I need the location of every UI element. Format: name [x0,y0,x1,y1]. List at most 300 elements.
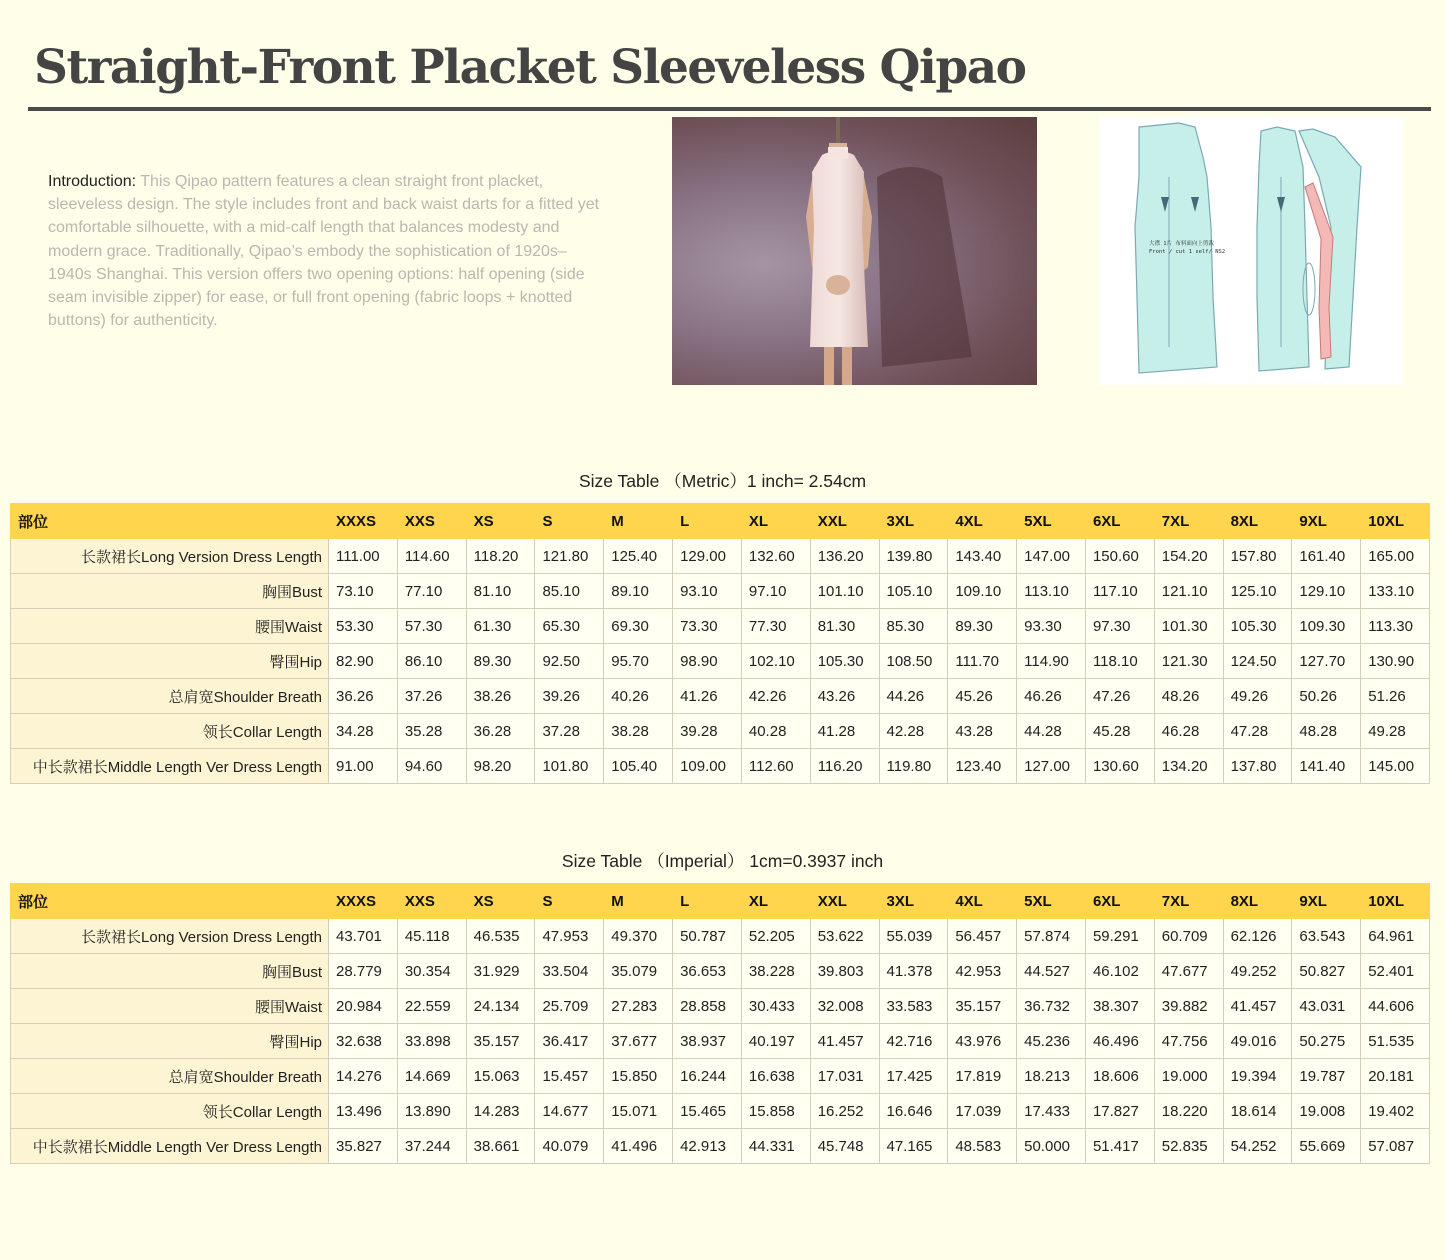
measurement-cell: 165.00 [1361,539,1430,574]
measurement-cell: 145.00 [1361,749,1430,784]
measurement-cell: 42.913 [673,1129,742,1164]
measurement-cell: 109.10 [948,574,1017,609]
measurement-cell: 35.157 [948,989,1017,1024]
measurement-cell: 43.701 [329,919,398,954]
measurement-cell: 51.535 [1361,1024,1430,1059]
measurement-cell: 150.60 [1085,539,1154,574]
measurement-cell: 47.165 [879,1129,948,1164]
measurement-cell: 39.882 [1154,989,1223,1024]
measurement-cell: 53.30 [329,609,398,644]
measurement-cell: 38.28 [604,714,673,749]
column-header-size: L [673,884,742,919]
measurement-cell: 47.953 [535,919,604,954]
measurement-cell: 50.787 [673,919,742,954]
column-header-size: M [604,884,673,919]
measurement-cell: 38.228 [741,954,810,989]
measurement-cell: 38.307 [1085,989,1154,1024]
measurement-cell: 42.26 [741,679,810,714]
measurement-cell: 141.40 [1292,749,1361,784]
measurement-cell: 93.30 [1017,609,1086,644]
measurement-cell: 14.677 [535,1094,604,1129]
measurement-cell: 125.10 [1223,574,1292,609]
measurement-cell: 102.10 [741,644,810,679]
measurement-cell: 112.60 [741,749,810,784]
measurement-cell: 38.26 [466,679,535,714]
column-header-size: 8XL [1223,504,1292,539]
measurement-cell: 94.60 [397,749,466,784]
measurement-cell: 81.30 [810,609,879,644]
measurement-cell: 17.819 [948,1059,1017,1094]
column-header-part: 部位 [11,884,329,919]
measurement-cell: 123.40 [948,749,1017,784]
row-label: 领长Collar Length [11,714,329,749]
sewing-pattern-diagram [1099,117,1403,385]
measurement-cell: 18.606 [1085,1059,1154,1094]
measurement-cell: 27.283 [604,989,673,1024]
measurement-cell: 36.26 [329,679,398,714]
measurement-cell: 38.661 [466,1129,535,1164]
measurement-cell: 36.28 [466,714,535,749]
row-label: 总肩宽Shoulder Breath [11,1059,329,1094]
measurement-cell: 13.890 [397,1094,466,1129]
measurement-cell: 57.087 [1361,1129,1430,1164]
measurement-cell: 35.28 [397,714,466,749]
measurement-cell: 46.496 [1085,1024,1154,1059]
measurement-cell: 44.28 [1017,714,1086,749]
measurement-cell: 24.134 [466,989,535,1024]
column-header-size: 10XL [1361,504,1430,539]
column-header-size: 7XL [1154,504,1223,539]
measurement-cell: 41.28 [810,714,879,749]
measurement-cell: 42.28 [879,714,948,749]
measurement-cell: 41.496 [604,1129,673,1164]
measurement-cell: 55.669 [1292,1129,1361,1164]
measurement-cell: 15.850 [604,1059,673,1094]
measurement-cell: 19.000 [1154,1059,1223,1094]
dress-photo [672,117,1037,385]
column-header-size: M [604,504,673,539]
column-header-size: S [535,504,604,539]
measurement-cell: 37.26 [397,679,466,714]
measurement-cell: 114.60 [397,539,466,574]
row-label: 中长款裙长Middle Length Ver Dress Length [11,749,329,784]
metric-table-caption: Size Table （Metric）1 inch= 2.54cm [578,471,867,491]
measurement-cell: 55.039 [879,919,948,954]
row-label: 中长款裙长Middle Length Ver Dress Length [11,1129,329,1164]
measurement-cell: 109.30 [1292,609,1361,644]
measurement-cell: 19.008 [1292,1094,1361,1129]
measurement-cell: 57.874 [1017,919,1086,954]
measurement-cell: 42.953 [948,954,1017,989]
measurement-cell: 36.417 [535,1024,604,1059]
measurement-cell: 121.30 [1154,644,1223,679]
measurement-cell: 36.732 [1017,989,1086,1024]
measurement-cell: 40.26 [604,679,673,714]
column-header-size: 6XL [1085,884,1154,919]
table-row [11,749,1430,784]
measurement-cell: 18.220 [1154,1094,1223,1129]
table-row [11,919,1430,954]
table-row [11,1094,1430,1129]
measurement-cell: 98.90 [673,644,742,679]
measurement-cell: 44.26 [879,679,948,714]
measurement-cell: 30.354 [397,954,466,989]
measurement-cell: 19.402 [1361,1094,1430,1129]
measurement-cell: 89.10 [604,574,673,609]
measurement-cell: 125.40 [604,539,673,574]
measurement-cell: 40.079 [535,1129,604,1164]
measurement-cell: 57.30 [397,609,466,644]
measurement-cell: 93.10 [673,574,742,609]
measurement-cell: 41.26 [673,679,742,714]
column-header-size: 8XL [1223,884,1292,919]
measurement-cell: 116.20 [810,749,879,784]
table-row [11,714,1430,749]
measurement-cell: 33.898 [397,1024,466,1059]
measurement-cell: 17.433 [1017,1094,1086,1129]
measurement-cell: 119.80 [879,749,948,784]
row-label: 胸围Bust [11,954,329,989]
measurement-cell: 16.646 [879,1094,948,1129]
column-header-size: 6XL [1085,504,1154,539]
imperial-size-table [10,883,1430,1164]
measurement-cell: 105.10 [879,574,948,609]
measurement-cell: 51.26 [1361,679,1430,714]
measurement-cell: 35.157 [466,1024,535,1059]
table-row [11,644,1430,679]
measurement-cell: 20.984 [329,989,398,1024]
measurement-cell: 39.28 [673,714,742,749]
table-row [11,539,1430,574]
column-header-size: XXXS [329,504,398,539]
measurement-cell: 30.433 [741,989,810,1024]
measurement-cell: 15.858 [741,1094,810,1129]
measurement-cell: 39.803 [810,954,879,989]
measurement-cell: 18.614 [1223,1094,1292,1129]
measurement-cell: 50.000 [1017,1129,1086,1164]
measurement-cell: 47.28 [1223,714,1292,749]
measurement-cell: 97.10 [741,574,810,609]
measurement-cell: 124.50 [1223,644,1292,679]
column-header-size: 5XL [1017,884,1086,919]
measurement-cell: 37.677 [604,1024,673,1059]
row-label: 总肩宽Shoulder Breath [11,679,329,714]
measurement-cell: 47.677 [1154,954,1223,989]
measurement-cell: 81.10 [466,574,535,609]
measurement-cell: 45.26 [948,679,1017,714]
measurement-cell: 56.457 [948,919,1017,954]
measurement-cell: 51.417 [1085,1129,1154,1164]
measurement-cell: 44.606 [1361,989,1430,1024]
measurement-cell: 17.827 [1085,1094,1154,1129]
measurement-cell: 101.30 [1154,609,1223,644]
measurement-cell: 46.26 [1017,679,1086,714]
measurement-cell: 105.30 [1223,609,1292,644]
measurement-cell: 49.28 [1361,714,1430,749]
column-header-size: XS [466,884,535,919]
table-row [11,1024,1430,1059]
measurement-cell: 49.252 [1223,954,1292,989]
measurement-cell: 14.276 [329,1059,398,1094]
measurement-cell: 40.28 [741,714,810,749]
measurement-cell: 92.50 [535,644,604,679]
row-label: 腰围Waist [11,609,329,644]
measurement-cell: 32.638 [329,1024,398,1059]
measurement-cell: 109.00 [673,749,742,784]
measurement-cell: 22.559 [397,989,466,1024]
measurement-cell: 133.10 [1361,574,1430,609]
measurement-cell: 85.30 [879,609,948,644]
measurement-cell: 17.039 [948,1094,1017,1129]
measurement-cell: 52.401 [1361,954,1430,989]
measurement-cell: 36.653 [673,954,742,989]
measurement-cell: 91.00 [329,749,398,784]
column-header-size: 7XL [1154,884,1223,919]
measurement-cell: 35.827 [329,1129,398,1164]
measurement-cell: 15.063 [466,1059,535,1094]
measurement-cell: 77.10 [397,574,466,609]
measurement-cell: 86.10 [397,644,466,679]
pattern-annotation-cn: 大襟 1片 布料面向上剪裁 [1149,241,1214,247]
introduction-paragraph [48,170,608,332]
measurement-cell: 38.937 [673,1024,742,1059]
measurement-cell: 33.504 [535,954,604,989]
measurement-cell: 118.20 [466,539,535,574]
measurement-cell: 50.827 [1292,954,1361,989]
measurement-cell: 41.378 [879,954,948,989]
measurement-cell: 129.00 [673,539,742,574]
measurement-cell: 32.008 [810,989,879,1024]
measurement-cell: 16.252 [810,1094,879,1129]
measurement-cell: 89.30 [466,644,535,679]
row-label: 臀围Hip [11,1024,329,1059]
table-row [11,954,1430,989]
column-header-size: XL [741,884,810,919]
measurement-cell: 89.30 [948,609,1017,644]
measurement-cell: 85.10 [535,574,604,609]
measurement-cell: 108.50 [879,644,948,679]
measurement-cell: 44.527 [1017,954,1086,989]
column-header-size: 9XL [1292,884,1361,919]
measurement-cell: 127.00 [1017,749,1086,784]
measurement-cell: 129.10 [1292,574,1361,609]
measurement-cell: 111.00 [329,539,398,574]
measurement-cell: 46.535 [466,919,535,954]
measurement-cell: 48.28 [1292,714,1361,749]
row-label: 长款裙长Long Version Dress Length [11,539,329,574]
row-label: 长款裙长Long Version Dress Length [11,919,329,954]
measurement-cell: 134.20 [1154,749,1223,784]
measurement-cell: 18.213 [1017,1059,1086,1094]
measurement-cell: 49.370 [604,919,673,954]
measurement-cell: 52.205 [741,919,810,954]
measurement-cell: 61.30 [466,609,535,644]
table-row [11,609,1430,644]
row-label: 臀围Hip [11,644,329,679]
measurement-cell: 105.30 [810,644,879,679]
pattern-pieces-illustration [1099,117,1403,385]
measurement-cell: 60.709 [1154,919,1223,954]
measurement-cell: 41.457 [1223,989,1292,1024]
measurement-cell: 73.30 [673,609,742,644]
measurement-cell: 54.252 [1223,1129,1292,1164]
measurement-cell: 143.40 [948,539,1017,574]
table-row [11,1129,1430,1164]
page-title: Straight-Front Placket Sleeveless Qipao [34,40,1026,95]
measurement-cell: 113.10 [1017,574,1086,609]
measurement-cell: 16.244 [673,1059,742,1094]
measurement-cell: 97.30 [1085,609,1154,644]
measurement-cell: 15.465 [673,1094,742,1129]
column-header-size: XXS [397,504,466,539]
measurement-cell: 101.80 [535,749,604,784]
measurement-cell: 31.929 [466,954,535,989]
measurement-cell: 40.197 [741,1024,810,1059]
title-divider [28,107,1431,111]
measurement-cell: 47.756 [1154,1024,1223,1059]
measurement-cell: 48.26 [1154,679,1223,714]
measurement-cell: 43.28 [948,714,1017,749]
measurement-cell: 139.80 [879,539,948,574]
column-header-size: 3XL [879,884,948,919]
measurement-cell: 37.28 [535,714,604,749]
measurement-cell: 50.275 [1292,1024,1361,1059]
measurement-cell: 15.457 [535,1059,604,1094]
measurement-cell: 52.835 [1154,1129,1223,1164]
table-row [11,679,1430,714]
measurement-cell: 28.858 [673,989,742,1024]
column-header-size: 9XL [1292,504,1361,539]
measurement-cell: 19.394 [1223,1059,1292,1094]
column-header-size: XXS [397,884,466,919]
measurement-cell: 34.28 [329,714,398,749]
table-row [11,989,1430,1024]
measurement-cell: 41.457 [810,1024,879,1059]
measurement-cell: 101.10 [810,574,879,609]
column-header-size: XXXS [329,884,398,919]
measurement-cell: 147.00 [1017,539,1086,574]
measurement-cell: 127.70 [1292,644,1361,679]
measurement-cell: 37.244 [397,1129,466,1164]
measurement-cell: 16.638 [741,1059,810,1094]
measurement-cell: 82.90 [329,644,398,679]
column-header-size: XXL [810,884,879,919]
measurement-cell: 46.28 [1154,714,1223,749]
measurement-cell: 105.40 [604,749,673,784]
dress-on-mannequin-illustration [672,117,1037,385]
column-header-size: 4XL [948,504,1017,539]
column-header-size: L [673,504,742,539]
measurement-cell: 111.70 [948,644,1017,679]
measurement-cell: 17.031 [810,1059,879,1094]
measurement-cell: 59.291 [1085,919,1154,954]
measurement-cell: 154.20 [1154,539,1223,574]
measurement-cell: 49.016 [1223,1024,1292,1059]
measurement-cell: 46.102 [1085,954,1154,989]
metric-size-table [10,503,1430,784]
measurement-cell: 118.10 [1085,644,1154,679]
row-label: 胸围Bust [11,574,329,609]
measurement-cell: 20.181 [1361,1059,1430,1094]
measurement-cell: 62.126 [1223,919,1292,954]
measurement-cell: 13.496 [329,1094,398,1129]
measurement-cell: 73.10 [329,574,398,609]
column-header-size: XXL [810,504,879,539]
measurement-cell: 15.071 [604,1094,673,1129]
column-header-size: S [535,884,604,919]
measurement-cell: 161.40 [1292,539,1361,574]
measurement-cell: 98.20 [466,749,535,784]
measurement-cell: 50.26 [1292,679,1361,714]
measurement-cell: 69.30 [604,609,673,644]
imperial-table-caption: Size Table （Imperial） 1cm=0.3937 inch [561,851,884,871]
measurement-cell: 19.787 [1292,1059,1361,1094]
measurement-cell: 136.20 [810,539,879,574]
table-header-row [11,884,1430,919]
measurement-cell: 28.779 [329,954,398,989]
measurement-cell: 45.28 [1085,714,1154,749]
measurement-cell: 157.80 [1223,539,1292,574]
measurement-cell: 48.583 [948,1129,1017,1164]
table-row [11,1059,1430,1094]
introduction-label: Introduction: [48,173,137,190]
column-header-size: XL [741,504,810,539]
column-header-size: 4XL [948,884,1017,919]
measurement-cell: 121.80 [535,539,604,574]
measurement-cell: 14.669 [397,1059,466,1094]
row-label: 领长Collar Length [11,1094,329,1129]
measurement-cell: 130.90 [1361,644,1430,679]
introduction-text: This Qipao pattern features a clean straight front placket, sleeveless design. The style includes front and back waist darts for a fitted yet comfortable silhouette, with a mid-calf length that balances modesty and modern grace. Traditionally, Qipao’s embody the sophistication of 1920s–1940s Shanghai. This version offers two opening options: half opening (side seam invisible zipper) for ease, or full front opening (fabric loops + knotted buttons) for authenticity. [48,173,600,330]
table-row [11,574,1430,609]
measurement-cell: 14.283 [466,1094,535,1129]
measurement-cell: 43.976 [948,1024,1017,1059]
measurement-cell: 45.748 [810,1129,879,1164]
measurement-cell: 44.331 [741,1129,810,1164]
measurement-cell: 64.961 [1361,919,1430,954]
measurement-cell: 47.26 [1085,679,1154,714]
measurement-cell: 39.26 [535,679,604,714]
column-header-size: 3XL [879,504,948,539]
measurement-cell: 45.118 [397,919,466,954]
measurement-cell: 137.80 [1223,749,1292,784]
measurement-cell: 65.30 [535,609,604,644]
measurement-cell: 95.70 [604,644,673,679]
column-header-part: 部位 [11,504,329,539]
measurement-cell: 35.079 [604,954,673,989]
measurement-cell: 43.26 [810,679,879,714]
measurement-cell: 49.26 [1223,679,1292,714]
column-header-size: 10XL [1361,884,1430,919]
measurement-cell: 114.90 [1017,644,1086,679]
measurement-cell: 42.716 [879,1024,948,1059]
column-header-size: XS [466,504,535,539]
measurement-cell: 132.60 [741,539,810,574]
measurement-cell: 25.709 [535,989,604,1024]
measurement-cell: 45.236 [1017,1024,1086,1059]
measurement-cell: 121.10 [1154,574,1223,609]
measurement-cell: 43.031 [1292,989,1361,1024]
measurement-cell: 17.425 [879,1059,948,1094]
measurement-cell: 77.30 [741,609,810,644]
measurement-cell: 117.10 [1085,574,1154,609]
row-label: 腰围Waist [11,989,329,1024]
measurement-cell: 130.60 [1085,749,1154,784]
measurement-cell: 33.583 [879,989,948,1024]
pattern-annotation-en: Front / cut 1 self/ NS2 [1149,249,1226,255]
column-header-size: 5XL [1017,504,1086,539]
measurement-cell: 63.543 [1292,919,1361,954]
